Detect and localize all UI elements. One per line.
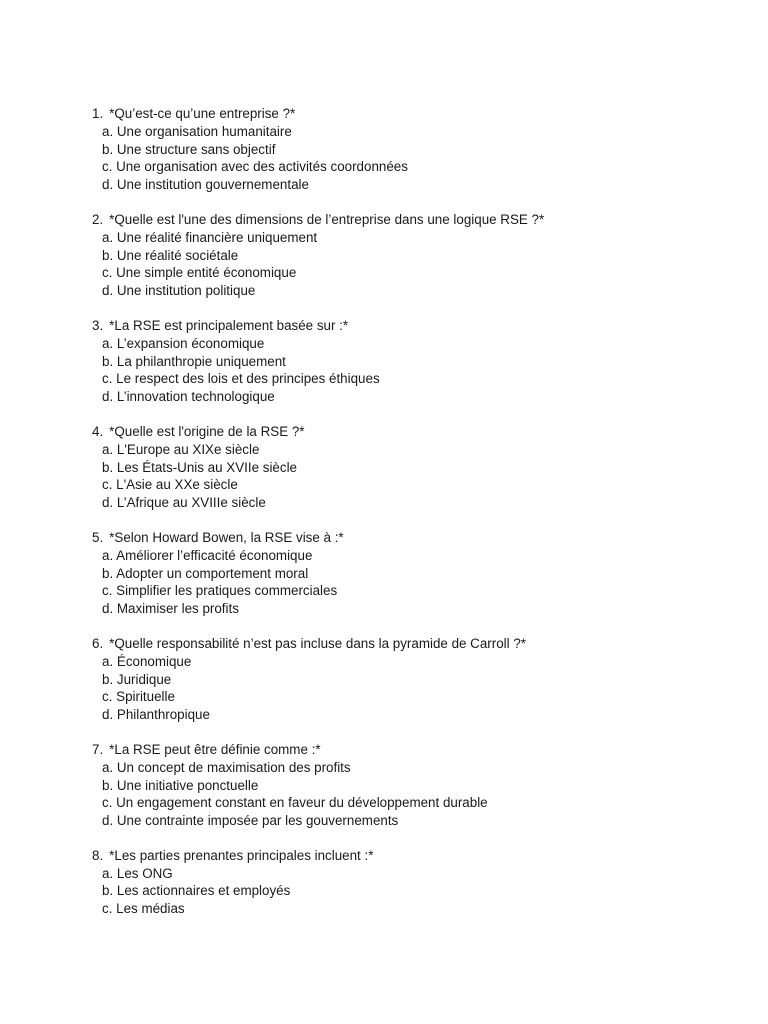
question-7 [92, 741, 732, 830]
question-text: *Qu’est-ce qu’une entreprise ?* [109, 106, 296, 121]
question-title [92, 529, 732, 547]
question-list [92, 105, 732, 935]
question-6 [92, 635, 732, 724]
question-text: *Selon Howard Bowen, la RSE vise à :* [109, 529, 344, 545]
answer-option-a: a. Économique [102, 653, 192, 669]
question-text: *Quelle responsabilité n’est pas incluse dans la pyramide de Carroll ?* [109, 635, 526, 651]
question-text: *Quelle est l'une des dimensions de l’entreprise dans une logique RSE ?* [109, 211, 545, 227]
answer-option-b: b. Une structure sans objectif [102, 141, 276, 157]
answer-option-a: a. Une organisation humanitaire [102, 123, 292, 139]
question-title [92, 105, 732, 123]
question-title [92, 741, 732, 759]
answer-option-a: a. L’expansion économique [102, 335, 265, 351]
question-5 [92, 529, 732, 618]
question-number: 6. [92, 635, 104, 651]
question-text: *Quelle est l'origine de la RSE ?* [109, 423, 305, 439]
answer-option-d: d. Une institution politique [102, 283, 256, 299]
answer-option-a: a. Améliorer l’efficacité économique [102, 547, 313, 563]
question-title [92, 317, 732, 335]
question-title [92, 635, 732, 653]
answer-option-a: a. L'Europe au XIXe siècle [102, 441, 260, 457]
answer-option-c: c. Le respect des lois et des principes éthiques [102, 371, 380, 387]
answer-option-a: a. Un concept de maximisation des profits [102, 759, 351, 775]
question-title [92, 211, 732, 229]
question-number: 5. [92, 529, 104, 545]
question-number: 4. [92, 423, 104, 439]
answer-option-d: d. Une contrainte imposée par les gouvernements [102, 813, 399, 829]
answer-option-d: d. L’innovation technologique [102, 389, 275, 405]
answer-option-b: b. Une réalité sociétale [102, 247, 239, 263]
answer-option-c: c. Spirituelle [102, 689, 175, 705]
answer-option-d: d. L’Afrique au XVIIIe siècle [102, 495, 266, 511]
answer-option-a: a. Une réalité financière uniquement [102, 229, 318, 245]
answer-option-c: c. Une organisation avec des activités coordonnées [102, 159, 408, 175]
question-8 [92, 847, 732, 918]
answer-option-d: d. Maximiser les profits [102, 601, 239, 617]
question-title [92, 423, 732, 441]
answer-option-c: c. Les médias [102, 901, 185, 917]
question-text: *La RSE peut être définie comme :* [109, 741, 321, 757]
question-4 [92, 423, 732, 512]
question-1 [92, 105, 732, 194]
answer-option-b: b. La philanthropie uniquement [102, 353, 286, 369]
question-number: 8. [92, 847, 104, 863]
question-3 [92, 317, 732, 406]
answer-option-b: b. Adopter un comportement moral [102, 565, 309, 581]
answer-option-a: a. Les ONG [102, 865, 173, 881]
question-2 [92, 211, 732, 300]
question-number: 3. [92, 317, 104, 333]
question-number: 7. [92, 741, 104, 757]
answer-option-b: b. Les actionnaires et employés [102, 883, 291, 899]
question-text: *La RSE est principalement basée sur :* [109, 317, 349, 333]
answer-option-c: c. L'Asie au XXe siècle [102, 477, 238, 493]
question-text: *Les parties prenantes principales incluent :* [109, 847, 374, 863]
answer-option-b: b. Juridique [102, 671, 172, 687]
question-title [92, 847, 732, 865]
answer-option-c: c. Un engagement constant en faveur du développement durable [102, 795, 488, 811]
answer-option-c: c. Une simple entité économique [102, 265, 297, 281]
answer-option-b: b. Les États-Unis au XVIIe siècle [102, 459, 298, 475]
answer-option-b: b. Une initiative ponctuelle [102, 777, 259, 793]
answer-option-d: d. Une institution gouvernementale [102, 177, 309, 193]
question-number: 1. [92, 106, 104, 121]
question-number: 2. [92, 211, 104, 227]
answer-option-d: d. Philanthropique [102, 707, 210, 723]
answer-option-c: c. Simplifier les pratiques commerciales [102, 583, 338, 599]
